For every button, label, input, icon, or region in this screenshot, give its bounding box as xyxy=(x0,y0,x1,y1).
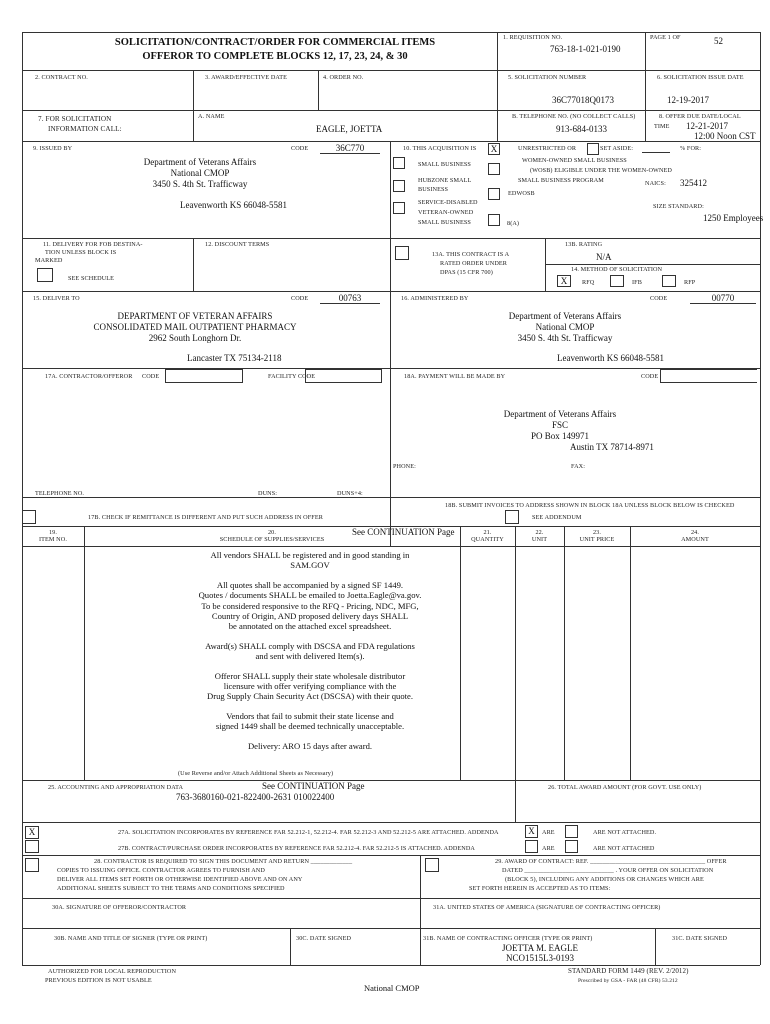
administered-by-line4: Leavenworth KS 66048-5581 xyxy=(557,353,664,363)
col21-label: QUANTITY xyxy=(471,536,504,543)
size-standard-label: SIZE STANDARD: xyxy=(653,203,704,210)
contractor-code-field[interactable] xyxy=(165,369,243,383)
eight-a-label: 8(A) xyxy=(507,220,520,227)
reverse-note: (Use Reverse and/or Attach Additional Sheets as Necessary) xyxy=(178,770,334,777)
rated-label-1: 13A. THIS CONTRACT IS A xyxy=(432,251,510,258)
due-date-label: 8. OFFER DUE DATE/LOCAL xyxy=(659,113,741,120)
clause-27b-text: 27B. CONTRACT/PURCHASE ORDER INCORPORATES BY REFERENCE FAR 52.212-4. FAR 52.212-5 IS ATTACHED. ADDENDA xyxy=(118,845,475,852)
phone-value: 913-684-0133 xyxy=(556,124,607,134)
wosb-label-3: SMALL BUSINESS PROGRAM xyxy=(518,177,604,184)
name30b-label: 30B. NAME AND TITLE OF SIGNER (TYPE OR PRINT) xyxy=(54,935,208,942)
deliver-to-line2: CONSOLIDATED MAIL OUTPATIENT PHARMACY xyxy=(93,322,297,332)
block28-line4: ADDITIONAL SHEETS SUBJECT TO THE TERMS AND CONDITIONS SPECIFIED xyxy=(57,885,285,892)
issued-by-code-label: CODE xyxy=(291,145,309,152)
hubzone-checkbox[interactable] xyxy=(393,180,405,192)
small-business-label: SMALL BUSINESS xyxy=(418,161,471,168)
facility-code-field[interactable] xyxy=(305,369,382,383)
col22-label: UNIT xyxy=(531,536,548,543)
issued-by-line3: 3450 S. 4th St. Trafficway xyxy=(152,179,248,189)
clause-27b-are: ARE xyxy=(542,845,555,852)
hubzone-label-1: HUBZONE SMALL xyxy=(418,177,472,184)
clause-27a-text: 27A. SOLICITATION INCORPORATES BY REFERENCE FAR 52.212-1, 52.212-4. FAR 52.212-3 AND 52.212-5 ARE ATTACHED. ADDENDA xyxy=(118,829,499,836)
block28-line3: DELIVER ALL ITEMS SET FORTH OR OTHERWISE IDENTIFIED ABOVE AND ON ANY xyxy=(57,876,303,883)
offeror-signature-field[interactable] xyxy=(30,912,410,926)
naics-value: 325412 xyxy=(680,178,707,188)
form-title-line1: SOLICITATION/CONTRACT/ORDER FOR COMMERCIAL ITEMS xyxy=(114,37,436,48)
schedule-paragraph: All vendors SHALL be registered and in good standing in SAM.GOV xyxy=(210,550,410,571)
solicitation-no-value: 36C77018Q0173 xyxy=(552,95,615,105)
see-schedule-label: SEE SCHEDULE xyxy=(68,275,115,282)
officer-signature-field[interactable] xyxy=(430,912,750,926)
payment-line1: Department of Veterans Affairs xyxy=(503,409,617,419)
page-label: PAGE 1 OF xyxy=(650,34,681,41)
issue-date-value: 12-19-2017 xyxy=(667,95,709,105)
edwosb-label: EDWOSB xyxy=(508,190,535,197)
delivery-label-1: 11. DELIVERY FOR FOB DESTINA- xyxy=(43,241,143,248)
rated-order-checkbox[interactable] xyxy=(395,246,409,260)
schedule-paragraph: Award(s) SHALL comply with DSCSA and FDA regulations and sent with delivered Item(s). xyxy=(205,640,415,662)
footer-center: National CMOP xyxy=(364,983,420,993)
issue-date-label: 6. SOLICITATION ISSUE DATE xyxy=(657,74,744,81)
clause-27a-checkbox[interactable]: X xyxy=(25,826,39,839)
col19-num: 19. xyxy=(48,529,58,536)
rating-value: N/A xyxy=(596,252,612,262)
solicitation-no-label: 5. SOLICITATION NUMBER xyxy=(508,74,587,81)
contractor-label: 17A. CONTRACTOR/OFFEROR xyxy=(45,373,133,380)
deliver-to-line4: Lancaster TX 75134-2118 xyxy=(187,353,282,363)
payment-label: 18A. PAYMENT WILL BE MADE BY xyxy=(404,373,506,380)
unrestricted-label: UNRESTRICTED OR xyxy=(518,145,577,152)
sdvosb-label-1: SERVICE-DISABLED xyxy=(418,199,478,206)
block28-checkbox[interactable] xyxy=(25,858,39,872)
contract-no-label: 2. CONTRACT NO. xyxy=(35,74,88,81)
small-business-checkbox[interactable] xyxy=(393,157,405,169)
date31c-label: 31C. DATE SIGNED xyxy=(672,935,728,942)
administered-by-line3: 3450 S. 4th St. Trafficway xyxy=(517,333,613,343)
col21-num: 21. xyxy=(483,529,492,536)
date30c-label: 30C. DATE SIGNED xyxy=(296,935,352,942)
name-label: A. NAME xyxy=(198,113,225,120)
block29-line2: DATED ____________________________ . YOUR OFFER ON SOLICITATION xyxy=(502,867,714,874)
facility-code-label: FACILITY CODE xyxy=(268,373,316,380)
due-date-value: 12-21-2017 xyxy=(686,121,728,131)
block29-line1: 29. AWARD OF CONTRACT: REF. ____________________________________ OFFER xyxy=(495,858,727,865)
phone-label: B. TELEPHONE NO. (NO COLLECT CALLS) xyxy=(512,113,636,120)
sig31a-label: 31A. UNITED STATES OF AMERICA (SIGNATURE OF CONTRACTING OFFICER) xyxy=(433,904,661,911)
remittance-checkbox[interactable] xyxy=(22,510,36,524)
deliver-to-label: 15. DELIVER TO xyxy=(33,295,80,302)
eight-a-checkbox[interactable] xyxy=(488,214,500,226)
administered-by-line1: Department of Veterans Affairs xyxy=(508,311,622,321)
col23-label: UNIT PRICE xyxy=(579,536,615,543)
schedule-continuation: See CONTINUATION Page xyxy=(352,527,455,537)
block28-line2: COPIES TO ISSUING OFFICE. CONTRACTOR AGREES TO FURNISH AND xyxy=(57,867,265,874)
issued-by-line4: Leavenworth KS 66048-5581 xyxy=(180,200,287,210)
award-date-label: 3. AWARD/EFFECTIVE DATE xyxy=(205,74,288,81)
footer-form-name: STANDARD FORM 1449 (REV. 2/2012) xyxy=(568,967,689,975)
accounting-label: 25. ACCOUNTING AND APPROPRIATION DATA xyxy=(48,784,184,791)
order-no-label: 4. ORDER NO. xyxy=(323,74,364,81)
issued-by-line1: Department of Veterans Affairs xyxy=(143,157,257,167)
requisition-value: 763-18-1-021-0190 xyxy=(550,44,621,54)
accounting-continuation: See CONTINUATION Page xyxy=(262,781,365,791)
sdvosb-checkbox[interactable] xyxy=(393,202,405,214)
telephone-label: TELEPHONE NO. xyxy=(35,490,85,497)
col24-num: 24. xyxy=(690,529,700,536)
set-aside-checkbox[interactable] xyxy=(587,143,599,155)
page-total: 52 xyxy=(714,36,723,46)
see-schedule-checkbox[interactable] xyxy=(37,268,53,282)
schedule-paragraph: All quotes shall be accompanied by a signed SF 1449. Quotes / documents SHALL be emailed to Joetta.Eagle@va.gov. To be considered responsive to the RFQ - Pricing, NDC, MFG, Country of Origin, AND proposed delivery days SHALL be annotated on the attached excel spreadsheet. xyxy=(198,579,422,632)
info-call-label-1: 7. FOR SOLICITATION xyxy=(38,115,112,123)
payment-fax-label: FAX: xyxy=(571,463,586,470)
payment-code-label: CODE xyxy=(641,373,659,380)
due-time-value: 12:00 Noon CST xyxy=(694,131,756,141)
wosb-checkbox[interactable] xyxy=(488,163,500,175)
hubzone-label-2: BUSINESS xyxy=(418,186,449,193)
payment-phone-label: PHONE: xyxy=(393,463,416,470)
payment-line2: FSC xyxy=(551,420,568,430)
issued-by-label: 9. ISSUED BY xyxy=(33,145,73,152)
ifb-checkbox[interactable] xyxy=(610,275,624,287)
block29-line3: (BLOCK 5), INCLUDING ANY ADDITIONS OR CHANGES WHICH ARE xyxy=(505,876,704,883)
clause-27b-checkbox[interactable] xyxy=(25,840,39,853)
time-label: TIME xyxy=(654,123,670,130)
rfp-checkbox[interactable] xyxy=(662,275,676,287)
deliver-to-line3: 2962 South Longhorn Dr. xyxy=(148,333,242,343)
duns4-label: DUNS+4: xyxy=(337,490,363,497)
submit-invoices-label: 18B. SUBMIT INVOICES TO ADDRESS SHOWN IN BLOCK 18A UNLESS BLOCK BELOW IS CHECKED xyxy=(445,502,735,509)
form-title-line2: OFFEROR TO COMPLETE BLOCKS 12, 17, 23, 24, & 30 xyxy=(142,51,408,62)
deliver-to-code-label: CODE xyxy=(291,295,309,302)
sdvosb-label-3: SMALL BUSINESS xyxy=(418,219,471,226)
accounting-value: 763-3680160-021-822400-2631 010022400 xyxy=(176,792,335,802)
deliver-to-code: 00763 xyxy=(320,293,380,304)
footer-prescribed: Prescribed by GSA - FAR (48 CFR) 53.212 xyxy=(578,978,678,984)
payment-line4: Austin TX 78714-8971 xyxy=(570,442,654,452)
rated-label-3: DPAS (15 CFR 700) xyxy=(440,269,493,276)
total-award-label: 26. TOTAL AWARD AMOUNT (FOR GOVT. USE ONLY) xyxy=(548,784,702,791)
clause-27b-are-not-checkbox[interactable] xyxy=(565,840,578,853)
administered-by-code-label: CODE xyxy=(650,295,668,302)
name-value: EAGLE, JOETTA xyxy=(316,124,383,134)
ifb-label: IFB xyxy=(632,279,642,286)
administered-by-code: 00770 xyxy=(690,293,756,304)
col20-label: SCHEDULE OF SUPPLIES/SERVICES xyxy=(219,536,325,543)
clause-27a-are-checkbox[interactable]: X xyxy=(525,825,538,838)
wosb-label-1: WOMEN-OWNED SMALL BUSINESS xyxy=(522,157,627,164)
wosb-label-2: (WOSB) ELIGIBLE UNDER THE WOMEN-OWNED xyxy=(530,167,672,174)
col20-num: 20. xyxy=(267,529,277,536)
clause-27a-are: ARE xyxy=(542,829,555,836)
clause-27a-are-not-checkbox[interactable] xyxy=(565,825,578,838)
clause-27b-are-checkbox[interactable] xyxy=(525,840,538,853)
sdvosb-label-2: VETERAN-OWNED xyxy=(418,209,474,216)
rated-label-2: RATED ORDER UNDER xyxy=(440,260,508,267)
schedule-body xyxy=(150,550,470,760)
rating-label: 13B. RATING xyxy=(565,241,603,248)
edwosb-checkbox[interactable] xyxy=(488,188,500,200)
remittance-label: 17B. CHECK IF REMITTANCE IS DIFFERENT AND PUT SUCH ADDRESS IN OFFER xyxy=(88,514,323,521)
see-addendum-label: SEE ADDENDUM xyxy=(532,514,582,521)
issued-by-line2: National CMOP xyxy=(170,168,230,178)
rfq-label: RFQ xyxy=(582,279,595,286)
schedule-paragraph: Vendors that fail to submit their state license and signed 1449 shall be deemed technically unacceptable. xyxy=(215,710,405,732)
payment-code-field[interactable] xyxy=(660,369,757,383)
naics-label: NAICS: xyxy=(645,180,666,187)
schedule-paragraph: Offeror SHALL supply their state wholesale distributor licensure with offer verifying compliance with the Drug Supply Chain Security Act (DSCSA) with their quote. xyxy=(207,670,413,702)
officer-name: JOETTA M. EAGLE xyxy=(501,943,579,953)
administered-by-line2: National CMOP xyxy=(535,322,595,332)
payment-line3: PO Box 149971 xyxy=(530,431,589,441)
block29-line4: SET FORTH HEREIN IS ACCEPTED AS TO ITEMS: xyxy=(469,885,611,892)
schedule-paragraph: Delivery: ARO 15 days after award. xyxy=(247,740,373,751)
discount-terms-label: 12. DISCOUNT TERMS xyxy=(205,241,270,248)
info-call-label-2: INFORMATION CALL: xyxy=(48,125,122,133)
issued-by-code: 36C770 xyxy=(320,143,380,154)
rfq-checkbox[interactable]: X xyxy=(557,275,571,287)
delivery-label-3: MARKED xyxy=(35,257,63,264)
duns-label: DUNS: xyxy=(258,490,278,497)
size-standard-value: 1250 Employees xyxy=(703,213,764,223)
col24-label: AMOUNT xyxy=(681,536,709,543)
contractor-code-label: CODE xyxy=(142,373,160,380)
administered-by-label: 16. ADMINISTERED BY xyxy=(401,295,469,302)
clause-27a-are-not: ARE NOT ATTACHED. xyxy=(593,829,657,836)
col19-label: ITEM NO. xyxy=(39,536,67,543)
set-aside-pct-line xyxy=(642,152,670,153)
block28-line1: 28. CONTRACTOR IS REQUIRED TO SIGN THIS DOCUMENT AND RETURN _____________ xyxy=(94,858,353,865)
set-aside-pct-label: % FOR: xyxy=(680,145,702,152)
clause-27b-are-not: ARE NOT ATTACHED xyxy=(593,845,655,852)
see-addendum-checkbox[interactable] xyxy=(505,510,519,524)
acquisition-label: 10. THIS ACQUISITION IS xyxy=(403,145,477,152)
block29-checkbox[interactable] xyxy=(425,858,439,872)
method-label: 14. METHOD OF SOLICITATION xyxy=(571,266,663,273)
col22-num: 22. xyxy=(535,529,544,536)
rfp-label: RFP xyxy=(684,279,696,286)
sig30a-label: 30A. SIGNATURE OF OFFEROR/CONTRACTOR xyxy=(52,904,187,911)
unrestricted-checkbox[interactable]: X xyxy=(488,143,500,155)
footer-auth1: AUTHORIZED FOR LOCAL REPRODUCTION xyxy=(48,968,177,975)
name31b-label: 31B. NAME OF CONTRACTING OFFICER (TYPE OR PRINT) xyxy=(423,935,593,942)
officer-id: NCO1515L3-0193 xyxy=(506,953,574,963)
deliver-to-line1: DEPARTMENT OF VETERAN AFFAIRS xyxy=(117,311,273,321)
col23-num: 23. xyxy=(592,529,602,536)
requisition-label: 1. REQUISITION NO. xyxy=(503,34,563,41)
footer-auth2: PREVIOUS EDITION IS NOT USABLE xyxy=(45,977,152,984)
delivery-label-2: TION UNLESS BLOCK IS xyxy=(45,249,117,256)
set-aside-label: SET ASIDE: xyxy=(600,145,634,152)
